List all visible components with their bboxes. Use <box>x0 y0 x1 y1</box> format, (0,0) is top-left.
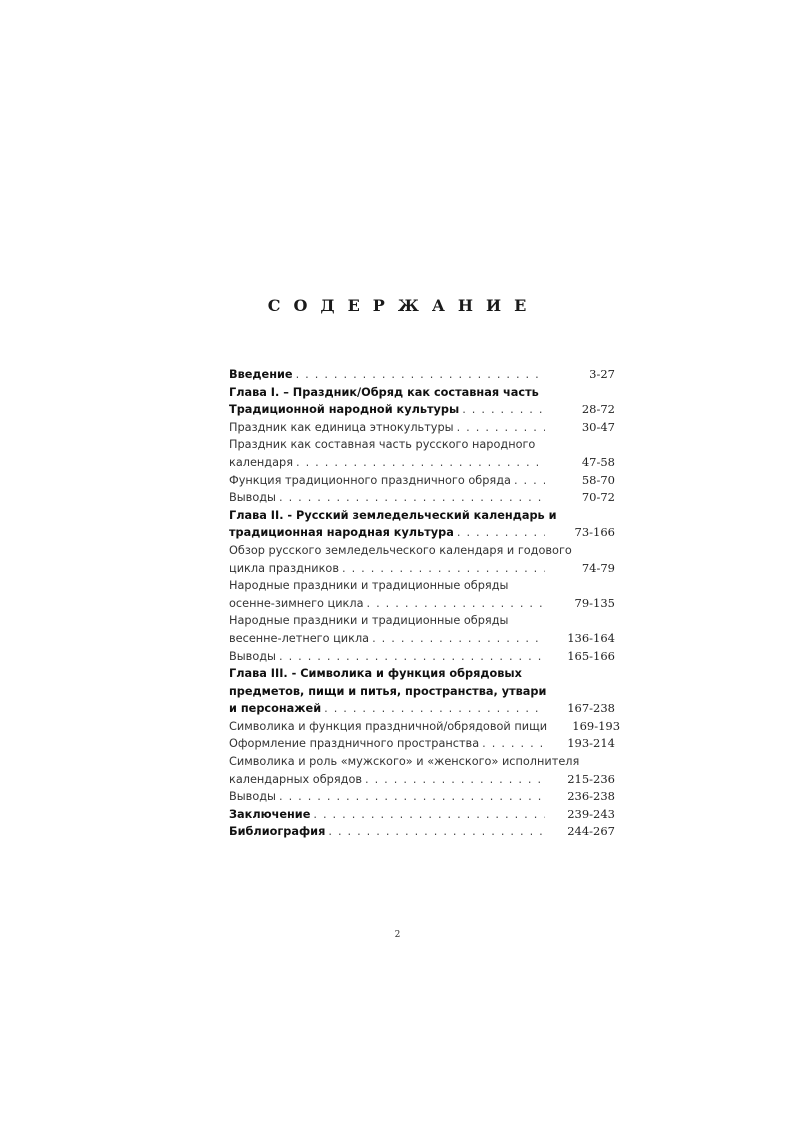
toc-entry <box>229 771 615 789</box>
toc-entry-title: Функция традиционного праздничного обряда <box>229 473 511 487</box>
toc-leader-dots <box>279 788 545 806</box>
toc-entry-page: 215-236 <box>567 771 615 786</box>
toc-entry <box>229 384 615 402</box>
toc-entry-title: предметов, пищи и питья, пространства, утвари <box>229 684 547 698</box>
toc-entry-title: календаря <box>229 455 294 469</box>
toc-entry <box>229 700 615 718</box>
toc-entry <box>229 454 615 472</box>
toc-leader-dots <box>372 630 545 648</box>
toc-entry-page: 73-166 <box>574 525 615 540</box>
toc-entry <box>229 560 615 578</box>
toc-entry-page: 165-166 <box>567 648 615 663</box>
toc-leader-dots <box>482 735 545 753</box>
toc-entry-title: и персонажей <box>229 702 322 716</box>
toc-entry <box>229 630 615 648</box>
toc-entry-title: Символика и функция праздничной/обрядовой пищи <box>229 719 548 733</box>
toc-entry-title: Глава II. - Русский земледельческий календарь и <box>229 508 557 522</box>
toc-entry-title: Выводы <box>229 790 276 804</box>
toc-entry <box>229 577 615 595</box>
toc-entry <box>229 683 615 701</box>
toc-entry <box>229 665 615 683</box>
toc-entry-page: 28-72 <box>581 402 615 417</box>
toc-entry <box>229 472 615 490</box>
toc-entry-page: 3-27 <box>589 367 615 381</box>
toc-entry <box>229 524 615 542</box>
toc-entry-title: Обзор русского земледельческого календаря и годового <box>229 543 572 557</box>
toc-leader-dots <box>296 366 545 384</box>
toc-entry <box>229 595 615 613</box>
toc-leader-dots <box>462 401 545 419</box>
table-of-contents <box>229 366 621 841</box>
toc-entry-title: Глава I. – Праздник/Обряд как составная часть <box>229 385 539 399</box>
toc-entry-title: Выводы <box>229 491 276 505</box>
toc-entry-page: 74-79 <box>581 560 615 575</box>
toc-entry <box>229 753 615 771</box>
toc-entry-page: 239-243 <box>567 806 615 821</box>
page-number: 2 <box>394 930 401 940</box>
toc-entry-page: 47-58 <box>581 454 615 469</box>
toc-leader-dots <box>365 771 545 789</box>
toc-entry <box>229 788 615 806</box>
toc-leader-dots <box>457 419 545 437</box>
toc-entry-title: Введение <box>229 368 293 381</box>
toc-entry-title: традиционная народная культура <box>229 526 454 540</box>
toc-entry <box>229 507 615 525</box>
toc-entry-title: Праздник как единица этнокультуры <box>229 420 454 434</box>
toc-entry <box>229 806 615 824</box>
toc-entry <box>229 718 621 736</box>
toc-entry-page: 244-267 <box>567 824 615 839</box>
toc-entry-title: Заключение <box>229 807 311 821</box>
toc-leader-dots <box>324 700 545 718</box>
toc-entry-title: Глава III. - Символика и функция обрядовых <box>229 667 522 681</box>
toc-entry-page: 236-238 <box>567 789 615 804</box>
toc-entry-page: 167-238 <box>567 701 615 716</box>
toc-entry <box>229 419 615 437</box>
toc-entry-title: осенне-зимнего цикла <box>229 596 364 610</box>
toc-entry-page: 136-164 <box>567 630 615 645</box>
toc-leader-dots <box>342 560 545 578</box>
toc-entry-title: Народные праздники и традиционные обряды <box>229 614 509 628</box>
toc-entry <box>229 489 615 507</box>
toc-entry <box>229 648 615 666</box>
toc-leader-dots <box>279 489 545 507</box>
toc-entry-title: Народные праздники и традиционные обряды <box>229 579 509 593</box>
toc-entry-page: 193-214 <box>567 736 615 751</box>
toc-leader-dots <box>328 823 545 841</box>
toc-leader-dots <box>457 524 545 542</box>
toc-entry-page: 70-72 <box>581 490 615 505</box>
toc-entry-page: 169-193 <box>572 718 621 733</box>
toc-leader-dots <box>514 472 545 490</box>
toc-leader-dots <box>296 454 545 472</box>
toc-entry-title: Выводы <box>229 649 276 663</box>
toc-entry-title: цикла праздников <box>229 561 340 575</box>
toc-entry-title: Библиография <box>229 825 326 839</box>
toc-entry-title: Традиционной народной культуры <box>229 403 460 417</box>
toc-leader-dots <box>313 806 545 824</box>
toc-entry <box>229 823 615 841</box>
toc-leader-dots <box>367 595 545 613</box>
toc-entry-title: Праздник как составная часть русского народного <box>229 438 536 452</box>
toc-entry-title: весенне-летнего цикла <box>229 631 370 645</box>
page-title: СОДЕРЖАНИЕ <box>267 296 540 315</box>
toc-entry <box>229 436 615 454</box>
toc-entry <box>229 542 615 560</box>
toc-entry <box>229 401 615 419</box>
toc-entry-page: 79-135 <box>574 595 615 610</box>
toc-entry <box>229 366 615 384</box>
toc-entry-page: 30-47 <box>581 419 615 434</box>
toc-entry-page: 58-70 <box>581 472 615 487</box>
toc-entry <box>229 735 615 753</box>
toc-entry-title: Символика и роль «мужского» и «женского» исполнителя <box>229 755 580 769</box>
toc-leader-dots <box>279 648 545 666</box>
toc-entry-title: календарных обрядов <box>229 772 363 786</box>
toc-entry <box>229 612 615 630</box>
toc-entry-title: Оформление праздничного пространства <box>229 737 480 751</box>
